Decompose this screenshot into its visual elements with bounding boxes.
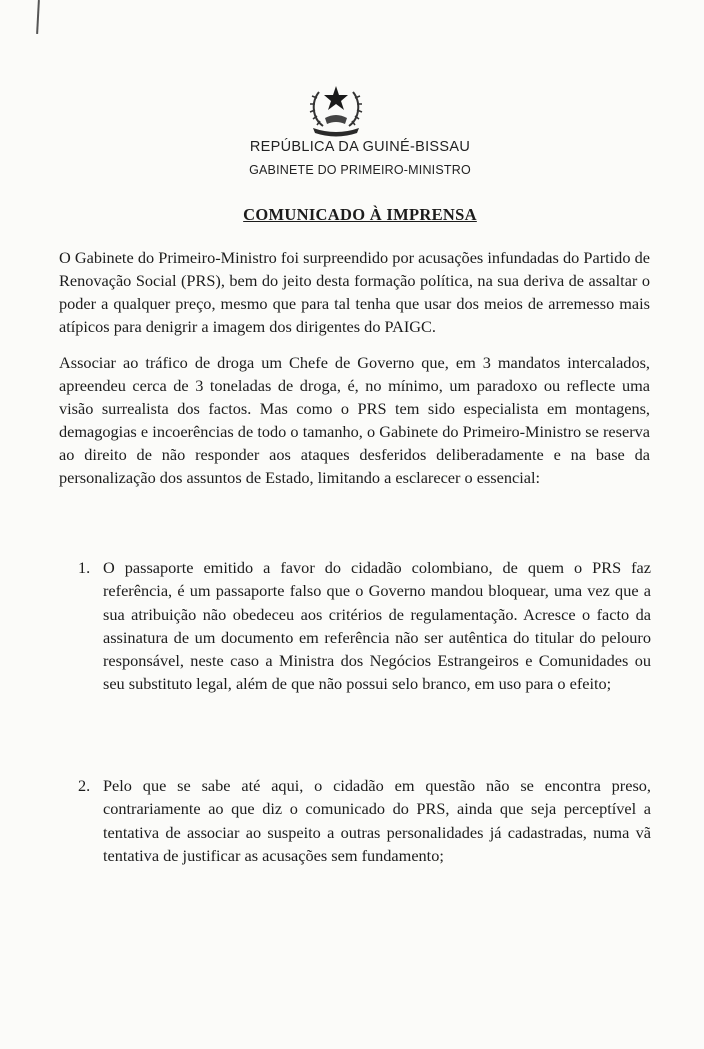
paragraph-context: Associar ao tráfico de droga um Chefe de Governo que, em 3 mandatos intercalados, apreendeu cerca de 3 toneladas de droga, é, no mínimo, um paradoxo ou reflecte uma visão surrealista dos factos. Mas como o PRS tem sido especialista em montagens, demagogias e incoerências de todo o tamanho, o Gabinete do Primeiro-Ministro se reserva ao direito de não responder aos ataques desferidos deliberadamente e na base da personalização dos assuntos de Estado, limitando a esclarecer o essencial: — [59, 353, 650, 487]
list-item-number: 2. — [78, 776, 91, 795]
press-release-title: COMUNICADO À IMPRENSA — [243, 205, 477, 224]
list-item-text: Pelo que se sabe até aqui, o cidadão em questão não se encontra preso, contrariamente ao que diz o comunicado do PRS, ainda que seja perceptível a tentativa de associar ao suspeito a outras personalidades já cadastradas, numa vã tentativa de justificar as acusações sem fundamento; — [103, 776, 651, 865]
republic-heading: REPÚBLICA DA GUINÉ-BISSAU — [249, 139, 471, 155]
scan-edge-mark — [36, 0, 40, 34]
coat-of-arms-icon — [305, 82, 367, 138]
office-heading: GABINETE DO PRIMEIRO-MINISTRO — [249, 163, 471, 177]
list-item-text: O passaporte emitido a favor do cidadão colombiano, de quem o PRS faz referência, é um passaporte falso que o Governo mandou bloquear, uma vez que a sua atribuição não obedeceu aos critérios de regulamentação. Acresce o facto da assinatura de um documento em referência não ser autêntica do titular do pelouro responsável, neste caso a Ministra dos Negócios Estrangeiros e Comunidades ou seu substituto legal, além de que não possui selo branco, em uso para o efeito; — [103, 558, 651, 694]
paragraph-intro: O Gabinete do Primeiro-Ministro foi surpreendido por acusações infundadas do Partido de Renovação Social (PRS), bem do jeito desta formação política, na sua deriva de assaltar o poder a qualquer preço, mesmo que para tal tenha que usar dos meios de arremesso mais atípicos para denigrir a imagem dos dirigentes do PAIGC. — [59, 248, 650, 336]
list-item-number: 1. — [78, 558, 91, 577]
